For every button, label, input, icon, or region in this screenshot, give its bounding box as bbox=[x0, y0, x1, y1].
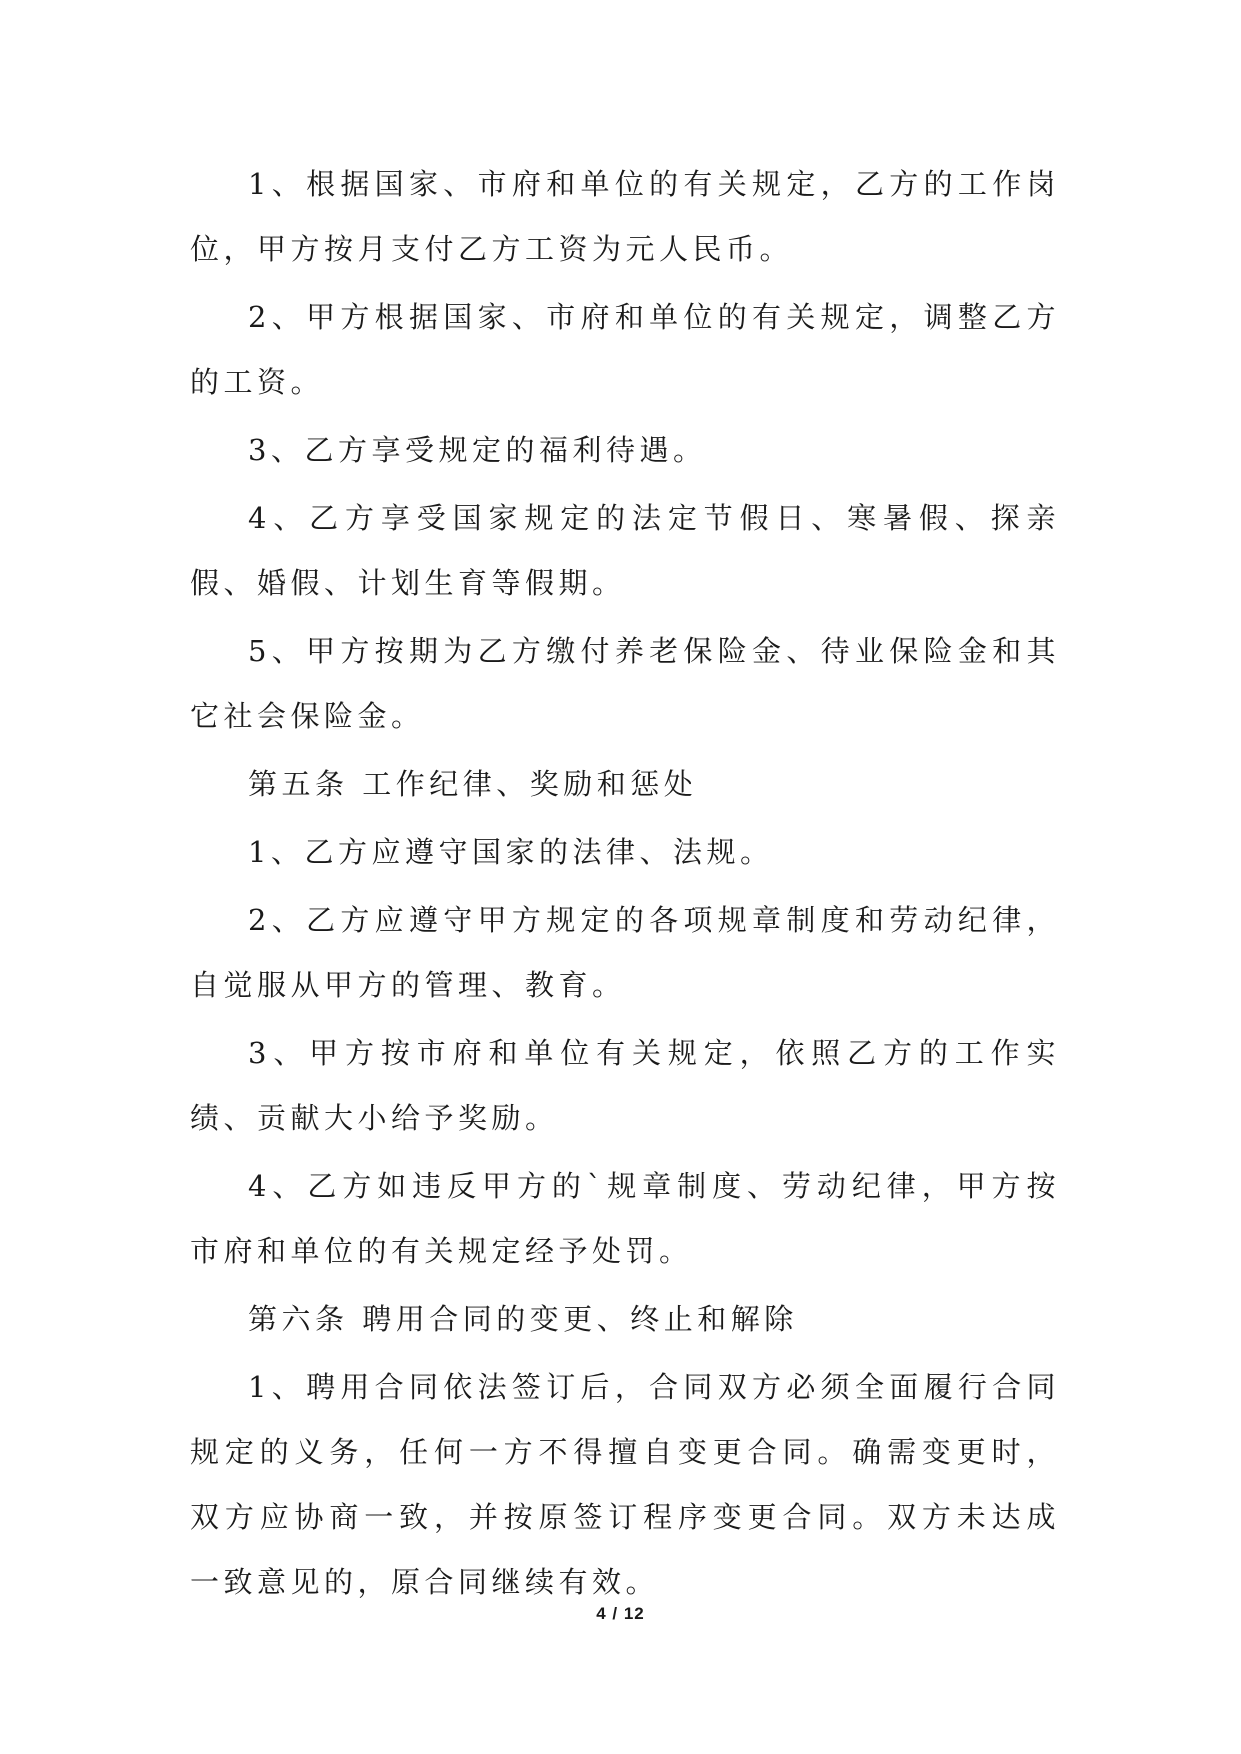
paragraph-obey-law: 1、乙方应遵守国家的法律、法规。 bbox=[248, 835, 774, 869]
document-body bbox=[190, 152, 1060, 1618]
paragraph-insurance: 5、甲方按期为乙方缴付养老保险金、待业保险金和其它社会保险金。 bbox=[190, 634, 1060, 733]
paragraph-obey-rules: 2、乙方应遵守甲方规定的各项规章制度和劳动纪律，自觉服从甲方的管理、教育。 bbox=[190, 903, 1060, 1002]
paragraph-salary-adjustment: 2、甲方根据国家、市府和单位的有关规定，调整乙方的工资。 bbox=[190, 300, 1060, 399]
paragraph-contract-change: 1、聘用合同依法签订后，合同双方必须全面履行合同规定的义务，任何一方不得擅自变更合同。确需变更时，双方应协商一致，并按原签订程序变更合同。双方未达成一致意见的，原合同继续有效。 bbox=[190, 1370, 1060, 1599]
page-number: 4 / 12 bbox=[596, 1604, 645, 1623]
section-heading-article-5: 第五条 工作纪律、奖励和惩处 bbox=[248, 767, 698, 801]
paragraph-welfare: 3、乙方享受规定的福利待遇。 bbox=[248, 433, 707, 467]
paragraph-salary: 1、根据国家、市府和单位的有关规定，乙方的工作岗位，甲方按月支付乙方工资为元人民币。 bbox=[190, 167, 1060, 266]
section-heading-article-6: 第六条 聘用合同的变更、终止和解除 bbox=[248, 1302, 798, 1336]
paragraph-holidays: 4、乙方享受国家规定的法定节假日、寒暑假、探亲假、婚假、计划生育等假期。 bbox=[190, 501, 1060, 600]
paragraph-rewards: 3、甲方按市府和单位有关规定，依照乙方的工作实绩、贡献大小给予奖励。 bbox=[190, 1036, 1060, 1135]
paragraph-penalties: 4、乙方如违反甲方的`规章制度、劳动纪律，甲方按市府和单位的有关规定经予处罚。 bbox=[190, 1169, 1060, 1268]
